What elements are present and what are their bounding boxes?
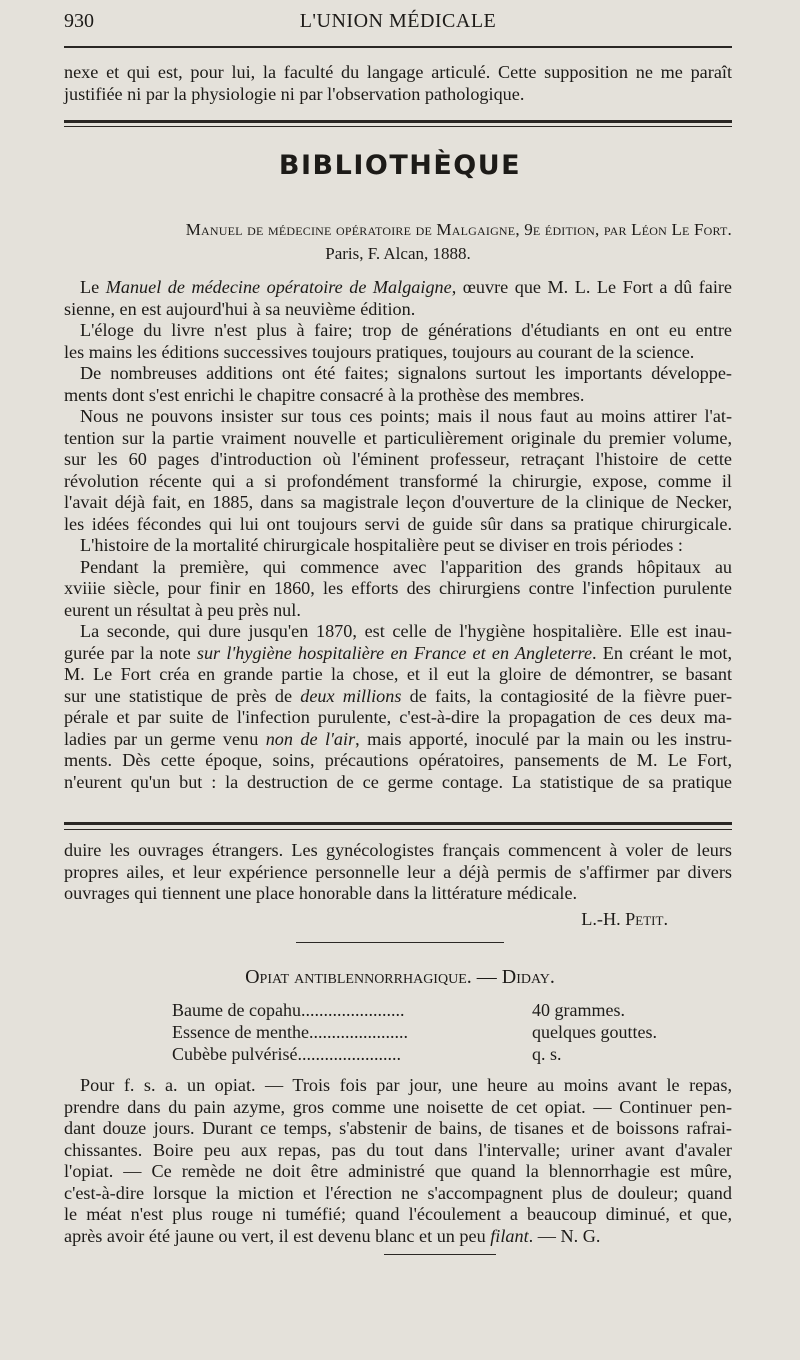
text-line: eurent un résultat à peu près nul. [64,599,301,620]
text-line: ments. Dès cette époque, soins, précautions opératoires, pansements de M. Le Fort, [64,750,732,770]
text-line: après avoir été jaune ou vert, il est devenu blanc et un peu filant. — N. G. [64,1225,601,1246]
quantity: quelques gouttes. [532,1022,657,1042]
text-line: l'avait déjà fait, en 1885, dans sa magistrale leçon d'ouverture de la clinique de Necker, [64,492,732,512]
text-line: ladies par un germe venu non de l'air, mais apporté, inoculé par la main ou les instru- [64,728,732,749]
text-line: nexe et qui est, pour lui, la faculté du langage articulé. Cette supposition ne me paraît [64,62,732,82]
recipe-row [172,1022,712,1044]
recipe-row [172,1000,712,1022]
signature: L.-H. Petit. [581,908,668,929]
opiat-recipe [172,1000,712,1070]
text-line: ouvrages qui tiennent une place honorable dans la littérature médicale. [64,883,578,903]
ingredient: Baume de copahu....................... [172,1000,405,1020]
text-line: dant douze jours. Durant ce temps, s'abstenir de bains, de tisanes et de boissons rafrai- [64,1118,732,1138]
text-line: L'éloge du livre n'est plus à faire; trop de générations d'étudiants en ont eu entre [80,320,732,340]
quantity: q. s. [532,1044,562,1064]
book-publisher: Paris, F. Alcan, 1888. [325,244,471,263]
column-break-rule-bottom [64,829,732,830]
text-line: les mains les éditions successives toujours pratiques, toujours au courant de la science. [64,341,695,362]
text-line: ments dont s'est enrichi le chapitre consacré à la prothèse des membres. [64,384,585,405]
opiat-instructions [64,1075,732,1247]
text-line: Pendant la première, qui commence avec l'apparition des grands hôpitaux au [80,556,732,577]
text-line: De nombreuses additions ont été faites; signalons surtout les importants développe- [80,363,732,383]
text-line: sur les 60 pages d'introduction où l'éminent professeur, retraçant l'histoire de cette [64,449,732,469]
text-line: duire les ouvrages étrangers. Les gynécologistes français commencent à voler de leurs [64,840,732,860]
text-line: pérale et par suite de l'infection purulente, c'est-à-dire la propagation de ces deux ma- [64,707,732,727]
text-line: sur une statistique de près de deux millions de faits, la contagiosité de la fièvre puer- [64,685,733,706]
intro-text [64,62,732,105]
review-conclusion [64,840,732,930]
review-body [64,277,732,793]
text-line: Le Manuel de médecine opératoire de Malgaigne, œuvre que M. L. Le Fort a dû faire [80,277,732,297]
text-line: L'histoire de la mortalité chirurgicale hospitalière peut se diviser en trois périodes : [80,535,683,555]
text-line: n'eurent qu'un but : la destruction de ce germe contage. La statistique de sa pratique [64,771,732,792]
text-line: prendre dans du pain azyme, gros comme une noisette de cet opiat. — Continuer pen- [64,1096,732,1117]
text-line: M. Le Fort créa en grande partie la chose, et il eut la gloire de démontrer, se basant [64,664,732,684]
text-line: chissantes. Boire peu aux repas, pas du tout dans l'intervalle; uriner avant d'avaler [64,1139,732,1160]
opiat-title: Opiat antiblennorrhagique. — Diday. [245,966,555,988]
ingredient: Cubèbe pulvérisé....................... [172,1044,401,1064]
text-line: l'opiat. — Ce remède ne doit être administré que quand la blennorrhagie est mûre, [64,1161,732,1181]
text-line: sienne, en est aujourd'hui à sa neuvième édition. [64,298,416,319]
text-line: les idées fécondes qui lui ont toujours servi de guide sûr dans sa pratique chirurgicale. [64,513,732,534]
text-line: gurée par la note sur l'hygiène hospitalière en France et en Angleterre. En créant le mot, [64,642,732,663]
text-line: Nous ne pouvons insister sur tous ces points; mais il nous faut au moins attirer l'at- [80,406,732,426]
text-line: c'est-à-dire lorsque la miction et l'érection ne s'accompagnent plus de douleur; quand [64,1182,732,1203]
page-number: 930 [64,10,94,32]
text-line: révolution récente qui a si profondément transformé la chirurgie, expose, comme il [64,470,732,491]
section-rule-top [64,120,732,123]
book-title: Manuel de médecine opératoire de Malgaigne, 9e édition, par Léon Le Fort. [185,220,732,239]
section-title: BIBLIOTHÈQUE [278,150,522,181]
text-line: propres ailes, et leur expérience personnelle leur a déjà permis de s'affirmer par divers [64,861,732,882]
column-break-rule-top [64,822,732,825]
end-rule [384,1254,496,1255]
separator-rule [296,942,504,943]
text-line: le méat n'est plus rouge ni tuméfié; quand l'écoulement a beaucoup diminué, et que, [64,1204,732,1224]
quantity: 40 grammes. [532,1000,625,1020]
text-line: xviiie siècle, pour finir en 1860, les efforts des chirurgiens contre l'infection purulente [64,578,732,598]
page-header [64,10,732,40]
text-line: justifiée ni par la physiologie ni par l'observation pathologique. [64,83,525,104]
header-rule [64,46,732,48]
ingredient: Essence de menthe...................... [172,1022,408,1042]
recipe-row [172,1044,712,1066]
text-line: La seconde, qui dure jusqu'en 1870, est celle de l'hygiène hospitalière. Elle est inau- [80,621,732,641]
journal-title: L'UNION MÉDICALE [299,10,497,32]
book-reference [64,218,732,266]
text-line: Pour f. s. a. un opiat. — Trois fois par jour, une heure au moins avant le repas, [80,1075,732,1095]
text-line: tention sur la partie vraiment nouvelle et particulièrement originale du premier volume, [64,427,732,448]
section-rule-bottom [64,126,732,127]
